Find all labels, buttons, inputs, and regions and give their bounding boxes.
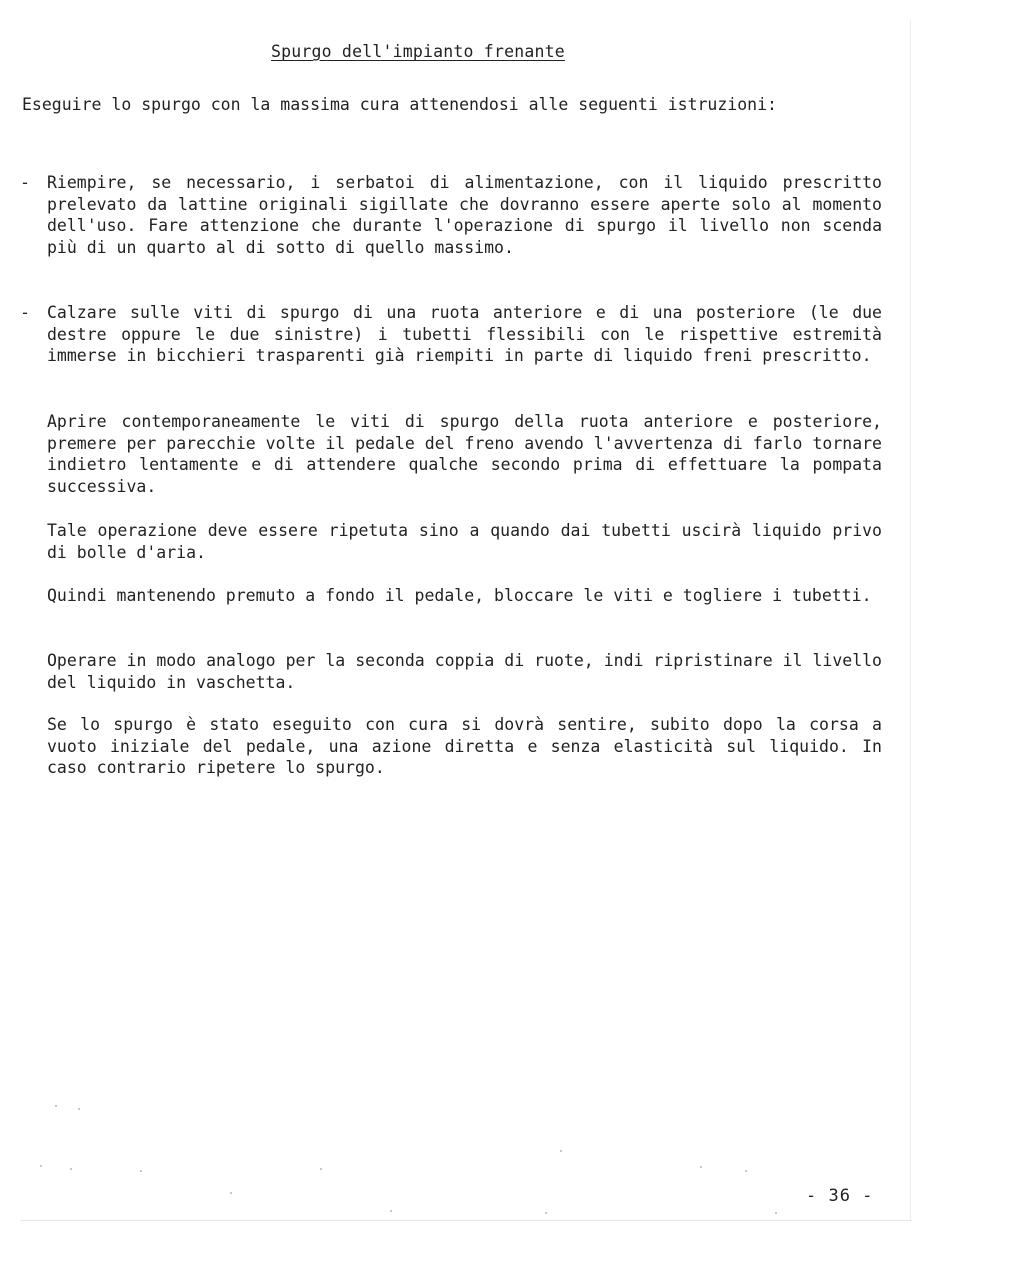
scan-speck [230, 1192, 232, 1194]
paragraph-check-result: Se lo spurgo è stato eseguito con cura si dovrà sentire, subito dopo la corsa a vuoto iniziale del pedale, una azione diretta e senza elasticità sul liquido. In caso contrario ripetere lo spurgo. [47, 715, 882, 778]
bullet-fill-reservoirs: Riempire, se necessario, i serbatoi di alimentazione, con il liquido prescritto prelevato da lattine originali sigillate che dovranno essere aperte solo al momento dell'uso. Fare attenzione che durante l'operazione di spurgo il livello non scenda più di un quarto al di sotto di quello massimo. [47, 173, 882, 258]
scan-speck [40, 1165, 42, 1167]
paragraph-repeat-operation: Tale operazione deve essere ripetuta sino a quando dai tubetti uscirà liquido privo di bolle d'aria. [47, 521, 882, 562]
scan-speck [320, 1168, 322, 1170]
scan-speck [55, 1105, 57, 1107]
page-number: - 36 - [806, 1186, 874, 1206]
scan-speck [560, 1150, 562, 1152]
paragraph-open-screws: Aprire contemporaneamente le viti di spurgo della ruota anteriore e posteriore, premere per parecchie volte il pedale del freno avendo l'avvertenza di farlo tornare indietro lentamente e di attendere qualche secondo prima di effettuare la pompata successiva. [47, 412, 882, 497]
scan-speck [140, 1170, 142, 1172]
page-edge-line [910, 20, 911, 1220]
scan-speck [745, 1170, 747, 1172]
scan-speck [700, 1166, 702, 1168]
section-title: Spurgo dell'impianto frenante [271, 42, 565, 61]
paragraph-second-pair: Operare in modo analogo per la seconda coppia di ruote, indi ripristinare il livello del liquido in vaschetta. [47, 651, 882, 692]
page-bottom-line [20, 1220, 912, 1221]
scan-speck [390, 1210, 392, 1212]
intro-paragraph: Eseguire lo spurgo con la massima cura attenendosi alle seguenti istruzioni: [22, 95, 777, 114]
scan-speck [70, 1168, 72, 1170]
bullet-fit-tubes: Calzare sulle viti di spurgo di una ruota anteriore e di una posteriore (le due destre oppure le due sinistre) i tubetti flessibili con le rispettive estremità immerse in bicchieri trasparenti già riempiti in parte di liquido freni prescritto. [47, 303, 882, 366]
scan-speck [775, 1212, 777, 1214]
bullet-marker-2: - [20, 303, 30, 322]
paragraph-close-screws: Quindi mantenendo premuto a fondo il pedale, bloccare le viti e togliere i tubetti. [47, 586, 872, 605]
scan-speck [545, 1212, 547, 1214]
scan-speck [78, 1108, 80, 1110]
bullet-marker-1: - [20, 173, 30, 192]
